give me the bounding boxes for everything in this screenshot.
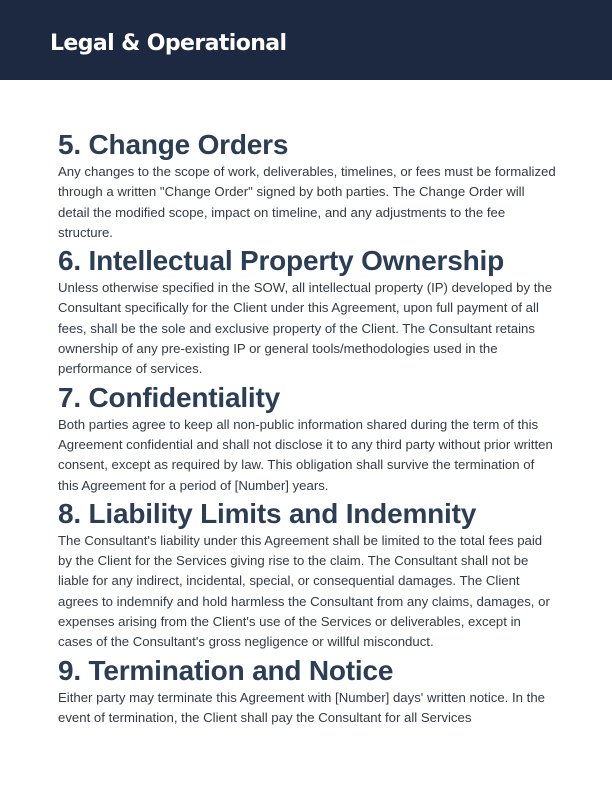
section-paragraph: Both parties agree to keep all non-public information shared during the term of this Agreement confidential and shall not disclose it to any third party without prior written consent, except as required by law. This obligation shall survive the termination of this Agreement for a period of [Number] years. xyxy=(58,416,553,493)
section-paragraph: The Consultant's liability under this Agreement shall be limited to the total fees paid by the Client for the Services giving rise to the claim. The Consultant shall not be liable for any indirect, incidental, special, or consequential damages. The Client agrees to indemnify and hold harmless the Consultant from any claims, damages, or expenses arising from the Client's use of the Services or deliverables, except in cases of the Consultant's gross negligence or willful misconduct. xyxy=(58,532,550,650)
section-heading: 8. Liability Limits and Indemnity xyxy=(58,497,477,529)
section-change-orders xyxy=(58,128,558,243)
section-paragraph: Unless otherwise specified in the SOW, all intellectual property (IP) developed by the Consultant specifically for the Client under this Agreement, upon full payment of all fees, shall be the sole and exclusive property of the Client. The Consultant retains ownership of any pre-existing IP or general tools/methodologies used in the performance of services. xyxy=(58,280,553,377)
section-liability-indemnity xyxy=(58,497,558,653)
section-heading: 5. Change Orders xyxy=(58,129,289,160)
section-termination-notice xyxy=(58,654,558,729)
section-paragraph: Any changes to the scope of work, deliverables, timelines, or fees must be formalized through a written "Change Order" signed by both parties. The Change Order will detail the modified scope, impact on timeline, and any adjustments to the fee structure. xyxy=(58,164,556,240)
page-header xyxy=(0,0,612,80)
section-heading: 7. Confidentiality xyxy=(58,381,280,413)
section-intellectual-property xyxy=(58,244,558,379)
page-title: Legal & Operational xyxy=(50,31,287,56)
section-paragraph: Either party may terminate this Agreement with [Number] days' written notice. In the event of termination, the Client shall pay the Consultant for all Services xyxy=(58,689,546,725)
section-heading: 6. Intellectual Property Ownership xyxy=(58,245,504,277)
section-heading: 9. Termination and Notice xyxy=(58,654,394,686)
section-confidentiality xyxy=(58,381,558,496)
document-body xyxy=(58,128,558,729)
